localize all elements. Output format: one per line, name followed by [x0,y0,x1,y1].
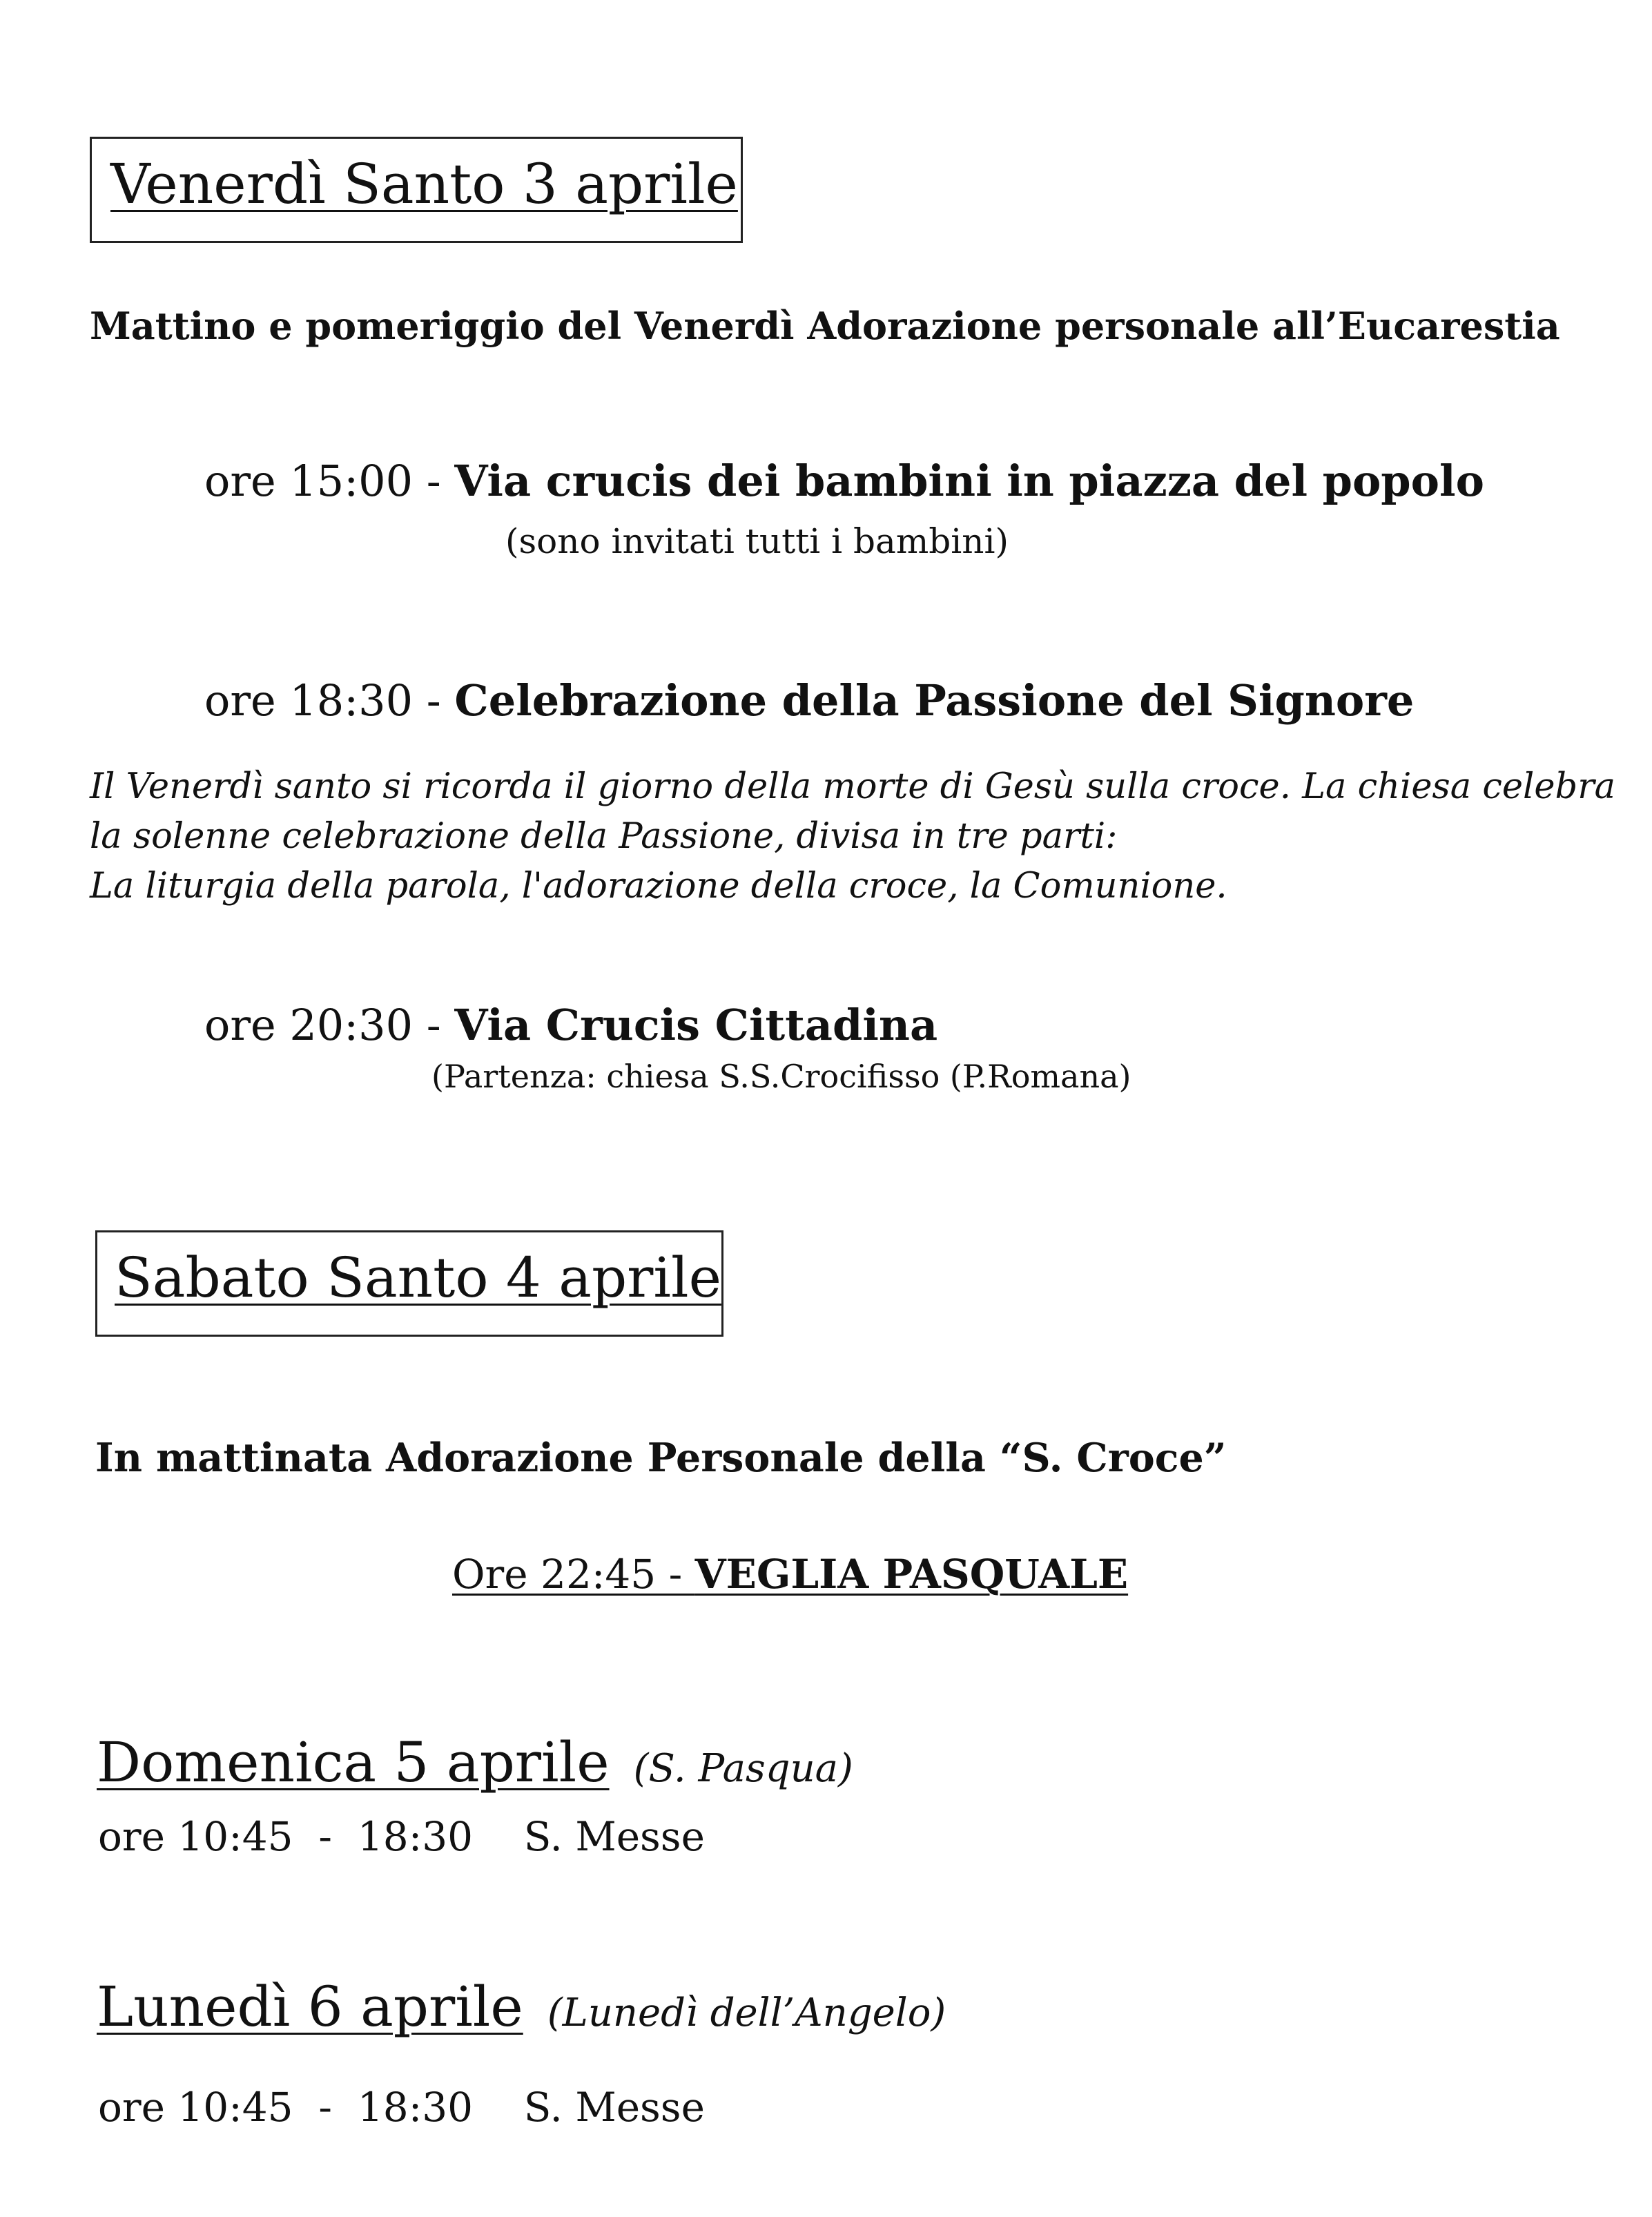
saturday-adoration: In mattinata Adorazione Personale della “S. Croce” [95,1435,1227,1481]
friday-event-3-time: ore 20:30 - [204,1000,455,1050]
sunday-heading [97,1730,853,1794]
saturday-title: Sabato Santo 4 aprile [115,1246,721,1310]
friday-event-1-time: ore 15:00 - [204,456,455,506]
friday-event-2-time: ore 18:30 - [204,675,455,726]
friday-event-1-title: Via crucis dei bambini in piazza del popolo [454,456,1484,506]
friday-event-1 [204,456,1484,506]
friday-event-3-title: Via Crucis Cittadina [454,1000,938,1050]
monday-masses: ore 10:45 - 18:30 S. Messe [98,2084,705,2131]
friday-event-2-title: Celebrazione della Passione del Signore [454,675,1415,726]
sunday-title: Domenica 5 aprile [97,1730,610,1794]
saturday-vigil-title: VEGLIA PASQUALE [694,1551,1129,1598]
monday-heading [97,1975,946,2039]
saturday-vigil-time: Ore 22:45 - [452,1551,695,1598]
friday-adoration: Mattino e pomeriggio del Venerdì Adorazione personale all’Eucarestia [90,304,1560,348]
sunday-subtitle: (S. Pasqua) [633,1746,853,1791]
monday-title: Lunedì 6 aprile [97,1975,523,2039]
monday-subtitle: (Lunedì dell’Angelo) [547,1991,946,2035]
friday-event-2 [204,675,1414,726]
friday-event-3 [204,1000,937,1050]
sunday-masses: ore 10:45 - 18:30 S. Messe [98,1813,705,1860]
friday-event-3-note: (Partenza: chiesa S.S.Crocifisso (P.Romana) [431,1058,1131,1095]
friday-event-1-note: (sono invitati tutti i bambini) [505,521,1009,561]
friday-title: Venerdì Santo 3 aprile [110,152,738,216]
friday-description-line-3: La liturgia della parola, l'adorazione della croce, la Comunione. [90,866,1227,907]
saturday-vigil [452,1551,1128,1598]
friday-description-line-2: la solenne celebrazione della Passione, divisa in tre parti: [90,816,1118,857]
friday-description-line-1: Il Venerdì santo si ricorda il giorno della morte di Gesù sulla croce. La chiesa celebra [90,766,1615,807]
